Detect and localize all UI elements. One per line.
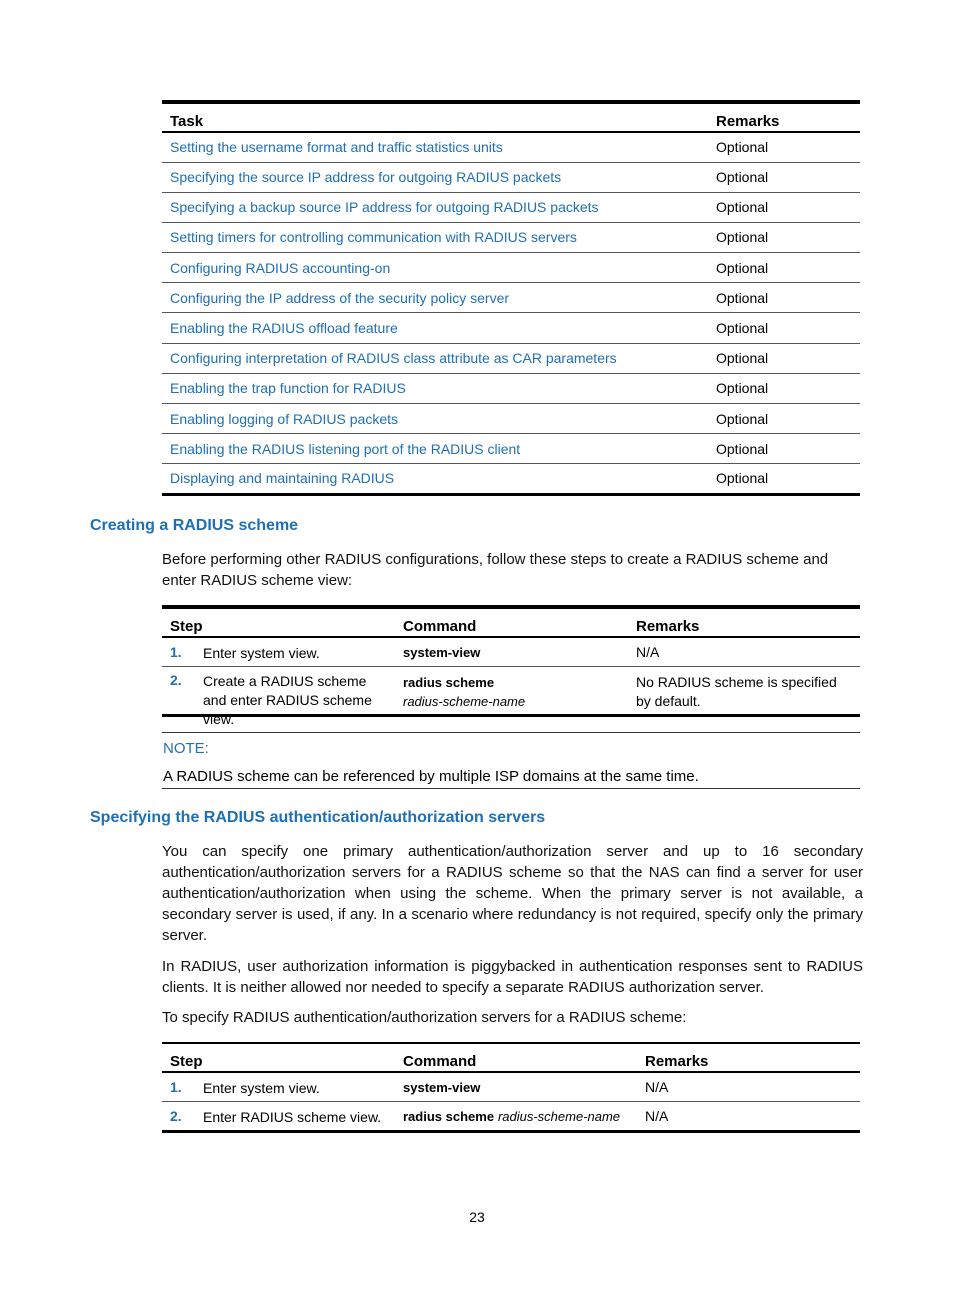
step-remark: N/A (636, 643, 660, 660)
step-remark: N/A (645, 1078, 669, 1095)
task-link[interactable]: Configuring the IP address of the security policy server (170, 289, 510, 306)
command-keyword: radius scheme (403, 1108, 495, 1124)
task-header: Task (170, 113, 204, 130)
command-keyword: system-view (403, 644, 481, 660)
table-row (162, 1072, 860, 1101)
command-header: Command (403, 618, 477, 635)
task-table (162, 100, 860, 496)
step-header: Step (170, 1053, 203, 1070)
table-row (162, 343, 860, 373)
task-link[interactable]: Displaying and maintaining RADIUS (170, 470, 395, 487)
step-header: Step (170, 618, 203, 635)
remarks-header: Remarks (645, 1053, 709, 1070)
table-row (162, 637, 860, 666)
step-number: 2. (170, 671, 182, 688)
remarks-header: Remarks (636, 618, 700, 635)
section-heading-creating-radius-scheme: Creating a RADIUS scheme (90, 517, 299, 534)
command-header: Command (403, 1053, 477, 1070)
section2-paragraph-2: In RADIUS, user authorization information is piggybacked in authentication responses sent to RADIUS clients. It is neither allowed nor needed to specify a separate RADIUS authorization server. (162, 958, 863, 996)
create-scheme-table (162, 605, 860, 727)
command-argument: radius-scheme-name (403, 693, 526, 709)
table-row (162, 434, 860, 464)
table-row (162, 666, 860, 715)
step-text: Enter RADIUS scheme view. (203, 1108, 382, 1125)
task-link[interactable]: Enabling the RADIUS listening port of the RADIUS client (170, 440, 521, 457)
command-keyword: radius scheme (403, 674, 495, 690)
step-text: Enter system view. (203, 645, 320, 661)
task-remark: Optional (716, 169, 769, 186)
task-link[interactable]: Setting timers for controlling communication with RADIUS servers (170, 229, 577, 246)
table-row (162, 253, 860, 283)
task-remark: Optional (716, 410, 769, 427)
table-row (162, 1101, 860, 1131)
table-row (162, 192, 860, 222)
task-link[interactable]: Setting the username format and traffic statistics units (170, 139, 503, 156)
task-remark: Optional (716, 380, 769, 397)
command-argument: radius-scheme-name (497, 1108, 621, 1124)
task-remark: Optional (716, 320, 769, 337)
step-number: 2. (170, 1107, 182, 1124)
table-row (162, 464, 860, 494)
task-remark: Optional (716, 199, 769, 216)
command-keyword: system-view (403, 1079, 481, 1095)
table-row (162, 404, 860, 434)
page-number: 23 (469, 1209, 485, 1225)
task-remark: Optional (716, 229, 769, 246)
section2-paragraph-3: To specify RADIUS authentication/authorization servers for a RADIUS scheme: (162, 1009, 687, 1026)
section1-intro: Before performing other RADIUS configurations, follow these steps to create a RADIUS scheme and enter RADIUS scheme view: (162, 551, 829, 589)
task-link[interactable]: Specifying a backup source IP address for outgoing RADIUS packets (170, 199, 599, 216)
step-number: 1. (170, 1078, 182, 1095)
task-remark: Optional (716, 259, 769, 276)
table-row (162, 373, 860, 403)
auth-servers-table (162, 1042, 860, 1133)
task-table-header (162, 102, 860, 132)
task-link[interactable]: Configuring RADIUS accounting-on (170, 259, 391, 276)
note-text: A RADIUS scheme can be referenced by multiple ISP domains at the same time. (163, 768, 699, 785)
task-remark: Optional (716, 470, 769, 487)
step-text: Create a RADIUS scheme and enter RADIUS scheme view. (203, 672, 372, 727)
task-link[interactable]: Specifying the source IP address for outgoing RADIUS packets (170, 169, 562, 186)
table-row (162, 222, 860, 252)
task-remark: Optional (716, 289, 769, 306)
step-remark: No RADIUS scheme is specified by default. (636, 673, 837, 709)
step-text: Enter system view. (203, 1080, 320, 1096)
table-row (162, 162, 860, 192)
table-row (162, 283, 860, 313)
table-row (162, 132, 860, 162)
task-link[interactable]: Configuring interpretation of RADIUS class attribute as CAR parameters (170, 350, 617, 367)
task-remark: Optional (716, 440, 769, 457)
task-link[interactable]: Enabling logging of RADIUS packets (170, 410, 399, 427)
task-remark: Optional (716, 350, 769, 367)
note-box (162, 732, 860, 789)
remarks-header: Remarks (716, 113, 780, 130)
task-remark: Optional (716, 139, 769, 156)
table-row (162, 313, 860, 343)
section2-paragraph-1: You can specify one primary authentication/authorization server and up to 16 secondary authentication/authorization servers for a RADIUS scheme so that the NAS can find a server for user authentication/authorization when using the scheme. When the primary server is not available, a secondary server is used, if any. In a scenario where redundancy is not required, specify only the primary server. (162, 843, 863, 944)
task-link[interactable]: Enabling the trap function for RADIUS (170, 380, 406, 397)
note-label: NOTE: (163, 740, 209, 757)
step-number: 1. (170, 643, 182, 660)
section-heading-specifying-servers: Specifying the RADIUS authentication/authorization servers (90, 809, 546, 826)
step-remark: N/A (645, 1107, 669, 1124)
task-link[interactable]: Enabling the RADIUS offload feature (170, 320, 398, 337)
